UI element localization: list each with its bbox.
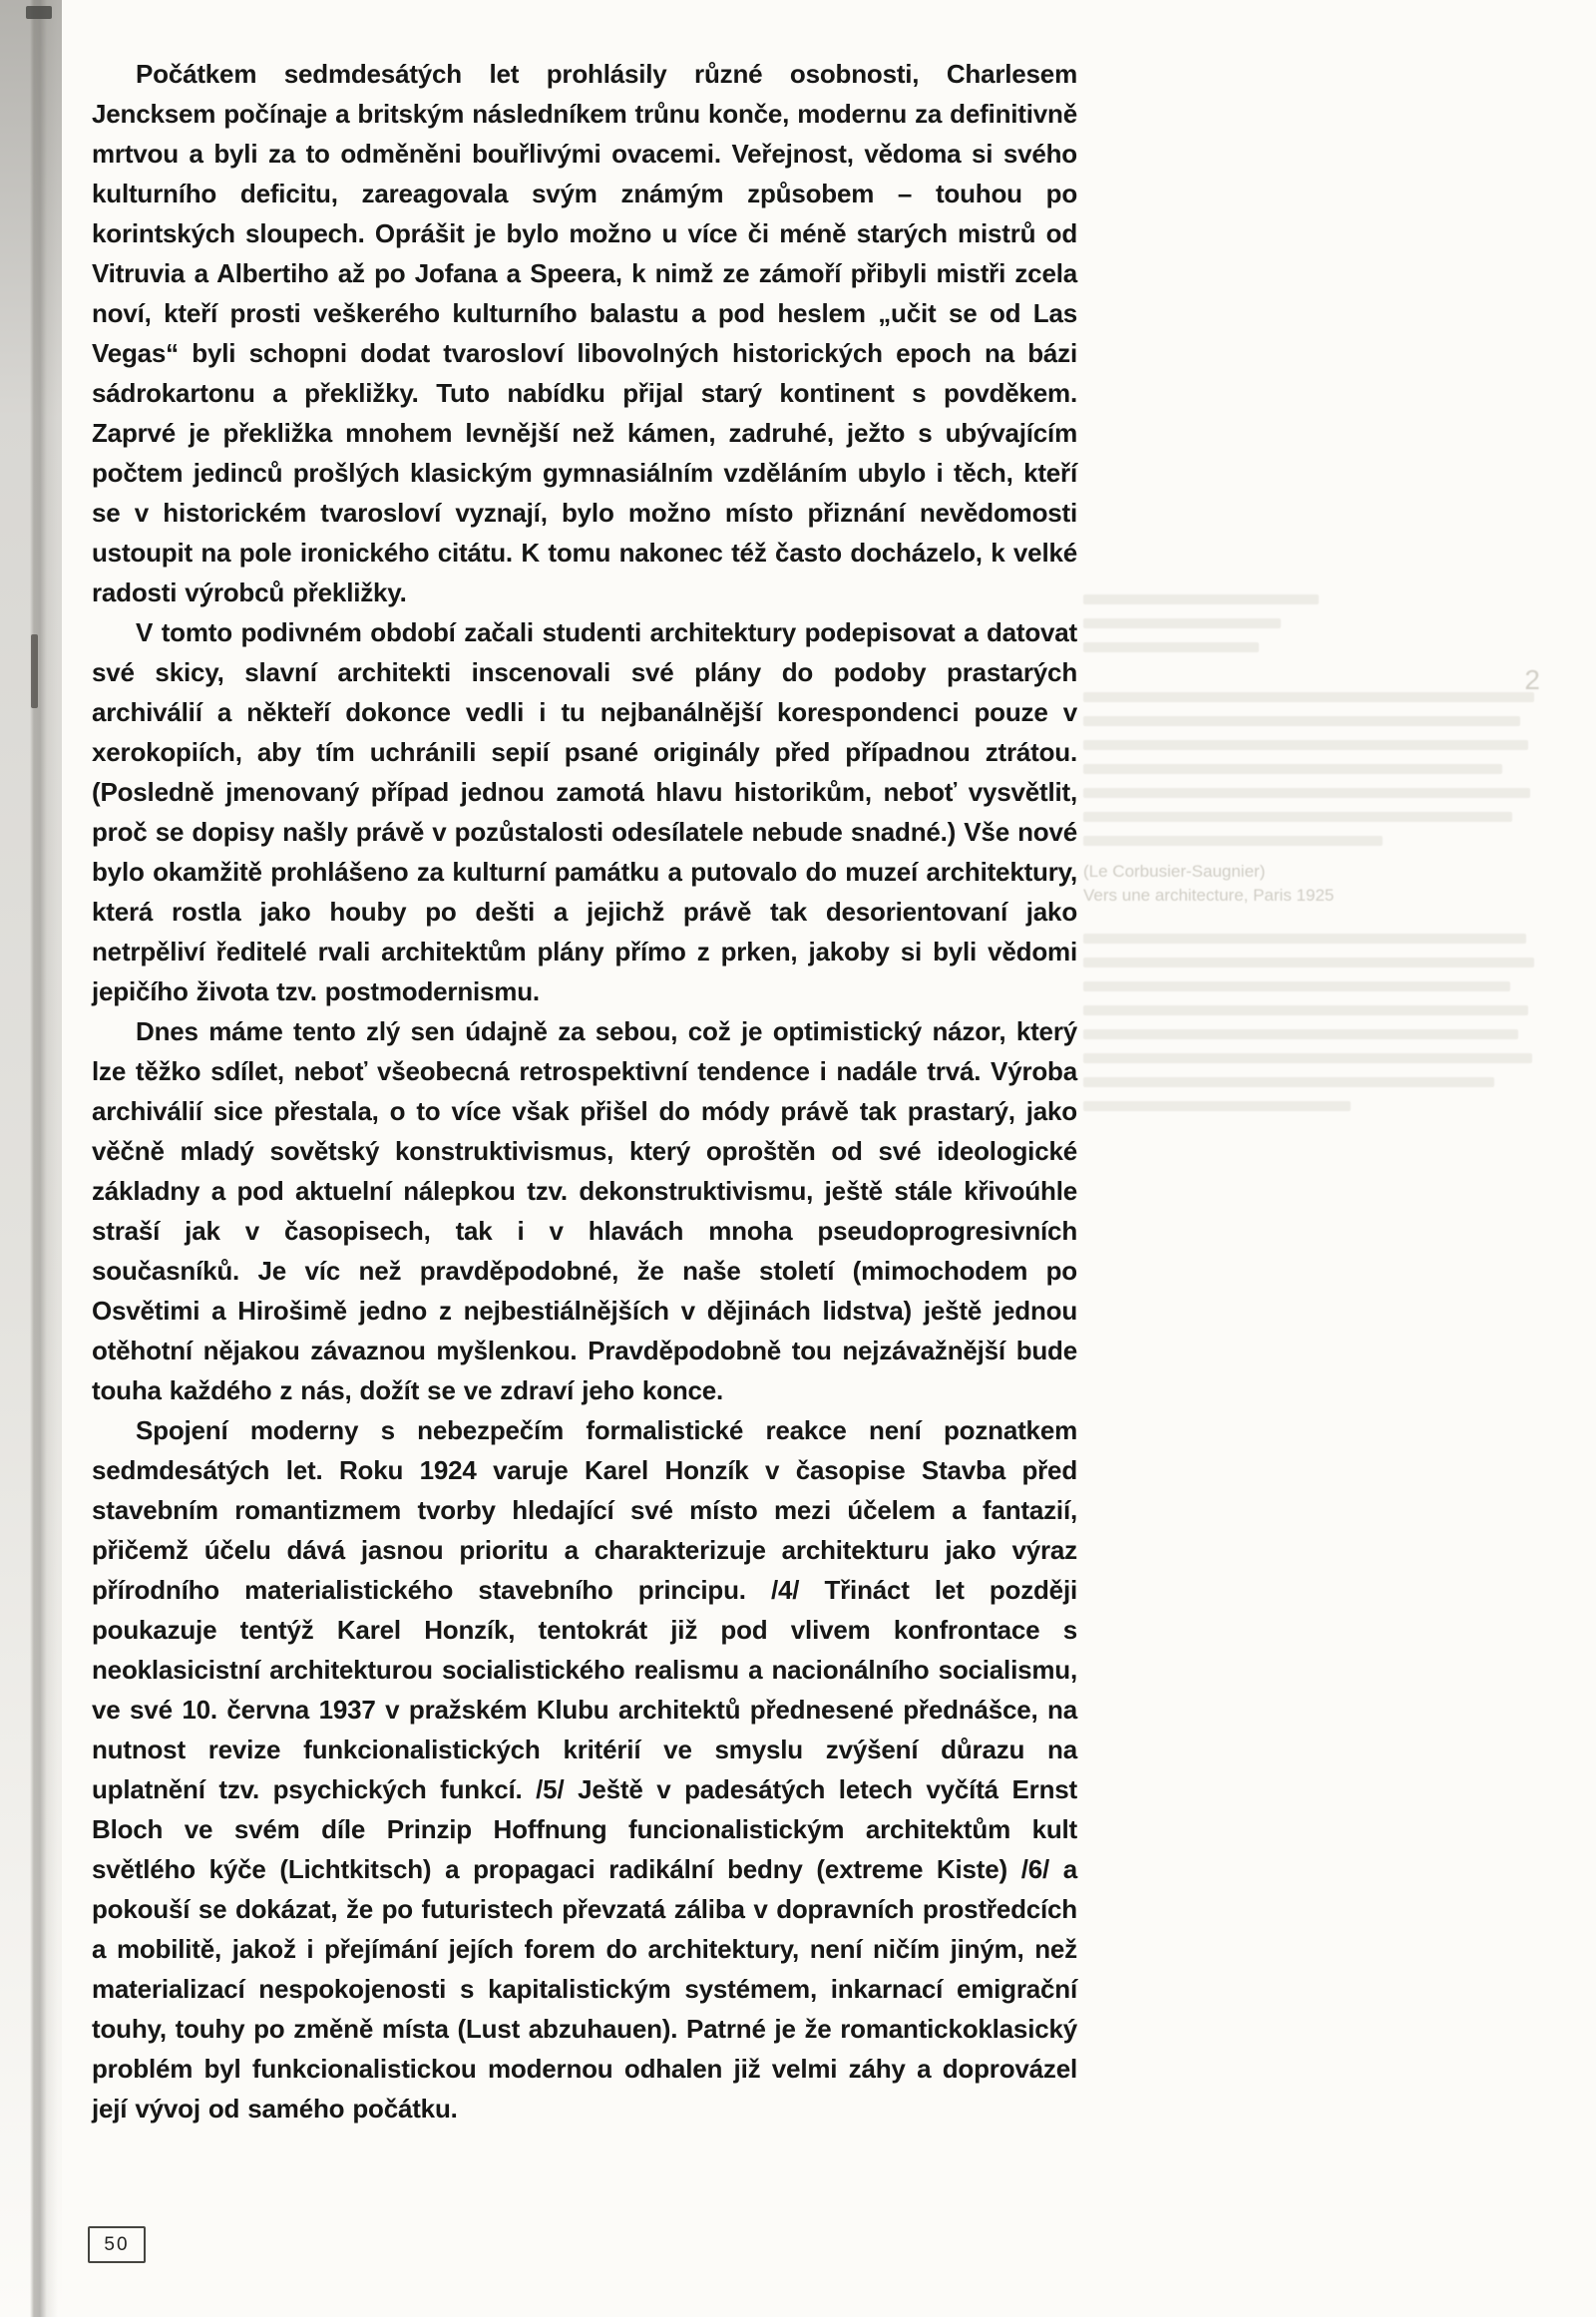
showthrough-line (1083, 788, 1530, 798)
scan-gutter-shadow (0, 0, 62, 2317)
paragraph-2: V tomto podivném období začali studenti architektury podepisovat a datovat své skicy, slavní architekti inscenovali své plány do podoby prastarých archiválií a někteří dokonce vedli i tu nejbanálnější korespondenci pouze v xerokopiích, aby tím uchránili sepií psané originály před případnou ztrátou. (Posledně jmenovaný případ jednou zamotá hlavu historikům, neboť vysvětlit, proč se dopisy našly právě v pozůstalosti odesílatele nebude snadné.) Vše nové bylo okamžitě prohlášeno za kulturní památku a putovalo do muzeí architektury, která rostla jako houby po dešti a jejichž právě tak desorientovaní jako netrpěliví ředitelé rvali architektům plány přímo z prken, jakoby si byli vědomi jepičího života tzv. postmodernismu. (92, 617, 1077, 1006)
paragraph-4: Spojení moderny s nebezpečím formalistické reakce není poznatkem sedmdesátých let. Roku 1924 varuje Karel Honzík v časopise Stavba před stavebním romantizmem tvorby hledající své místo mezi účelem a fantazií, přičemž účelu dává jasnou prioritu a charakterizuje architekturu jako výraz přírodního materialistického stavebního principu. /4/ Třináct let později poukazuje tentýž Karel Honzík, tentokrát již pod vlivem konfrontace s neoklasicistní architekturou socialistického realismu a nacionálního socialismu, ve své 10. června 1937 v pražském Klubu architektů přednesené přednášce, na nutnost revize funkcionalistických kritérií ve smyslu zvýšení důrazu na uplatnění tzv. psychických funkcí. /5/ Ještě v padesátých letech vyčítá Ernst Bloch ve svém díle Prinzip Hoffnung funcionalistickým architektům kult světlého kýče (Lichtkitsch) a propagaci radikální bedny (extreme Kiste) /6/ a pokouší se dokázat, že po futuristech převzatá záliba v dopravních prostředcích a mobilitě, jakož i přejímání jejích forem do architektury, není ničím jiným, než materializací nespokojenosti s kapitalistickým systémem, inkarnací emigrační touhy, touhy po změně místa (Lust abzuhauen). Patrné je že romantickoklasický problém byl funkcionalistickou modernou odhalen již velmi záhy a doprovázel její vývoj od samého počátku. (92, 1415, 1077, 2124)
showthrough-line (1083, 618, 1281, 628)
showthrough-line (1083, 764, 1502, 774)
scan-artifact-tick (31, 634, 38, 708)
showthrough-line (1083, 1005, 1528, 1015)
showthrough-line (1083, 958, 1534, 967)
paragraph-3: Dnes máme tento zlý sen údajně za sebou, což je optimistický názor, který lze těžko sdílet, neboť všeobecná retrospektivní tendence i nadále trvá. Výroba archiválií sice přestala, o to více však přišel do módy právě tak prastarý, jako věčně mladý sovětský konstruktivismus, který oproštěn od své ideologické základny a pod aktuelní nálepkou tzv. dekonstruktivismu, ještě stále křivoúhle straší jak v časopisech, tak i v hlavách mnoha pseudoprogresivních současníků. Je víc než pravděpodobné, že naše století (mimochodem po Osvětimi a Hirošimě jedno z nejbestiálnějších v dějinách lidstva) ještě jednou otěhotní nějakou závaznou myšlenkou. Pravděpodobně tou nejzávažnější bude touha každého z nás, dožít se ve zdraví jeho konce. (92, 1016, 1077, 1405)
showthrough-line (1083, 1029, 1518, 1039)
showthrough-line (1083, 1053, 1532, 1063)
page-showthrough (1083, 594, 1568, 1352)
body-text-column (92, 54, 1077, 2128)
showthrough-line (1083, 1101, 1351, 1111)
showthrough-line (1083, 692, 1534, 702)
page-number: 50 (104, 2233, 130, 2255)
showthrough-caption-author: (Le Corbusier-Saugnier) (1083, 862, 1266, 881)
showthrough-line (1083, 594, 1319, 604)
showthrough-line (1083, 740, 1528, 750)
showthrough-caption-title: Vers une architecture, Paris 1925 (1083, 886, 1335, 905)
scan-artifact-speck (26, 6, 52, 19)
showthrough-line (1083, 812, 1512, 822)
paragraph-1: Počátkem sedmdesátých let prohlásily různé osobnosti, Charlesem Jencksem počínaje a britským následníkem trůnu konče, modernu za definitivně mrtvou a byli za to odměněni bouřlivými ovacemi. Veřejnost, vědoma si svého kulturního deficitu, zareagovala svým známým způsobem – touhou po korintských sloupech. Oprášit je bylo možno u více či méně starých mistrů od Vitruvia a Albertiho až po Jofana a Speera, k nimž ze zámoří přibyli mistři zcela noví, kteří prosti veškerého kulturního balastu a pod heslem „učit se od Las Vegas“ byli schopni dodat tvarosloví libovolných historických epoch na bázi sádrokartonu a překližky. Tuto nabídku přijal starý kontinent s povděkem. Zaprvé je překližka mnohem levnější než kámen, zadruhé, ježto s ubývajícím počtem jedinců prošlých klasickým gymnasiálním vzděláním ubylo i těch, kteří se v historickém tvarosloví vyznají, bylo možno místo přiznání nevědomosti ustoupit na pole ironického citátu. K tomu nakonec též často docházelo, k velké radosti výrobců překližky. (92, 59, 1077, 607)
showthrough-gap (1083, 908, 1568, 934)
showthrough-line (1083, 716, 1520, 726)
showthrough-gap (1083, 666, 1568, 692)
showthrough-line (1083, 836, 1383, 846)
page-number-box (88, 2226, 146, 2263)
showthrough-line (1083, 642, 1259, 652)
showthrough-figure-number: 2 (1524, 664, 1540, 695)
showthrough-line (1083, 934, 1526, 944)
showthrough-line (1083, 981, 1510, 991)
showthrough-line (1083, 1077, 1494, 1087)
